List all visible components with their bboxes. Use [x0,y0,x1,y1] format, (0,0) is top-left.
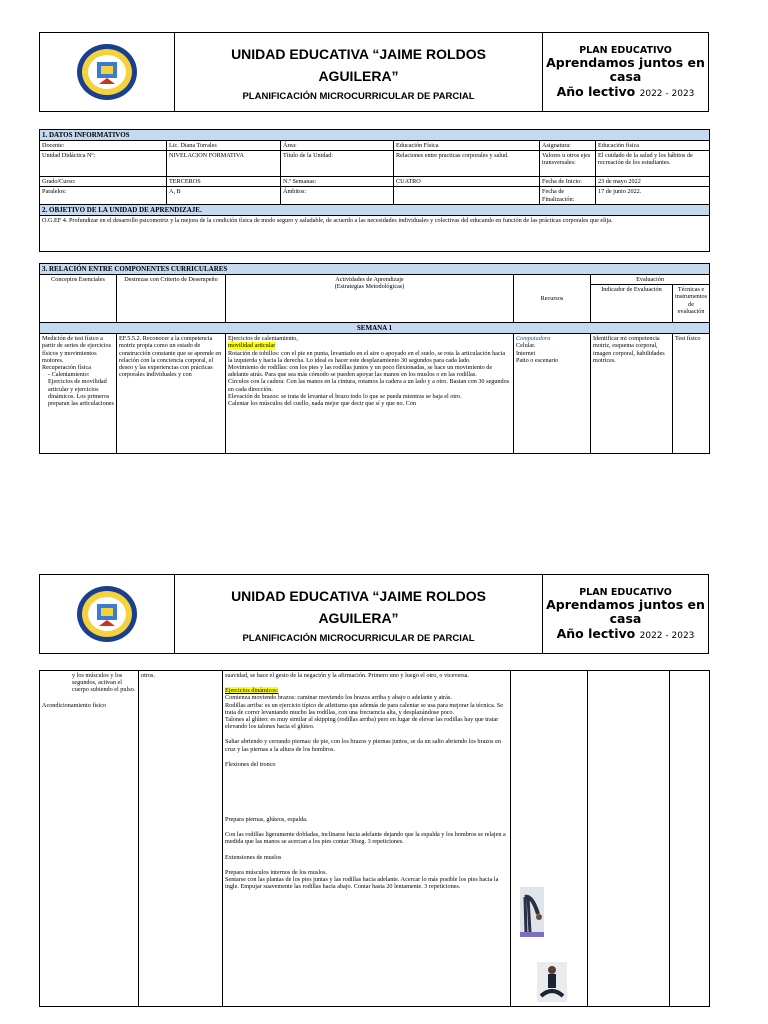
recursos-cell-p2 [511,671,588,1007]
indicador-cell-p2 [588,671,670,1007]
col-recursos: Recursos [514,275,591,323]
docente-label: Docente: [40,141,167,151]
relacion-table-p1 [39,263,710,454]
section-datos-title: 1. DATOS INFORMATIVOS [40,130,710,141]
valores-label: Valores u otros ejes transversales: [540,151,596,177]
unidad-value: NIVELACION FORMATIVA [167,151,281,177]
school-year: Año lectivo 2022 - 2023 [556,626,695,641]
col-conceptos: Conceptos Esenciales [40,275,117,323]
tecnicas-cell: Test físico [673,334,710,454]
unidad-label: Unidad Didáctica Nº: [40,151,167,177]
school-crest-icon [75,40,139,104]
plan-title-1: Aprendamos juntos en [546,55,705,70]
titulo-value: Relaciones entre practicas corporales y salud. [394,151,540,177]
titulo-label: Título de la Unidad: [281,151,394,177]
school-name-line2: AGUILERA” [318,609,399,626]
plan-label: PLAN EDUCATIVO [579,587,672,598]
inicio-value: 23 de mayo 2022 [596,177,710,187]
actividades-cell: Ejercicios de calentamiento, movilidad articular Rotación de tobillos: con el pie en punta, levantado en el aire o apoyado en el suelo, se rota la articulación hacia la izquierda y hacia la derecha. Lo ideal es hacer este desplazamiento 30 segundos para cada lado. Movimiento de rodillas: con los pies y las rodillas juntos y un poco flexionadas, se hace un movimiento de adelante atrás. Para que sea más cómodo se pueden apoyar las manos en los muslos o en las rodillas. Círculos con la cadera: Con las manos en la cintura, rotamos la cadera a un lado y a otro. Bastan con 30 segundos en cada dirección. Elevación de brazos: se trata de levantar el brazo todo lo que se pueda mientras se baja el otro. Calentar los músculos del cuello, nada mejor que decir que sí y que no. Con [226,334,514,454]
col-evaluacion: Evaluación [591,275,710,285]
inicio-label: Fecha de Inicio: [540,177,596,187]
conceptos-cell: Medición de test físico a partir de series de ejercicios físicos y movimientos motores. Recuperación física - Calentamiento: Ejercicios de movilidad articular y ejercicios dinámicos. Los primeros preparan las articulaciones [40,334,117,454]
ambitos-value [394,187,540,205]
valores-value: El cuidado de la salud y los hábitos de recreación de los estudiantes. [596,151,710,177]
plan-title-2: casa [609,611,642,626]
area-label: Área: [281,141,394,151]
conceptos-cell-p2: y los músculos y los segundos, activan el cuerpo subiendo el pulso. Acondicionamiento físico [40,671,139,1007]
plan-title-1: Aprendamos juntos en [546,597,705,612]
plan-title-2: casa [609,69,642,84]
indicador-cell: Identificar mi competencia motriz, esquema corporal, imagen corporal, habilidades motrices. [591,334,673,454]
final-value: 17 de junio 2022. [596,187,710,205]
school-name-line1: UNIDAD EDUCATIVA “JAIME ROLDOS [231,45,486,62]
destrezas-cell: EF.5.5.2. Reconocer a la competencia motriz propia como un estado de construcción constante que se aprende en relación con la conciencia corporal, el deseo y las experiencias con prácticas corporales individuales y con [117,334,226,454]
col-indicador: Indicador de Evaluación [591,285,673,323]
paralelos-label: Paralelos: [40,187,167,205]
school-crest-icon [75,582,139,646]
objetivo-text: O.G.EF 4. Profundizar en el desarrollo psicomotriz y la mejora de la condición física de modo seguro y saludable, de acuerdo a las necesidades individuales y colectivas del educando en función de las prácticas corporales que elija. [40,216,710,252]
semanas-value: CUATRO [394,177,540,187]
plan-label: PLAN EDUCATIVO [579,45,672,56]
paralelos-value: A, B [167,187,281,205]
semana-label: SEMANA 1 [40,323,710,334]
relacion-table-p2 [39,670,710,1007]
col-destrezas: Destrezas con Criterio de Desempeño [117,275,226,323]
recursos-cell: Computadora Celular. Internet Patio o escenario [514,334,591,454]
col-tecnicas: Técnicas e instrumentos de evaluación [673,285,710,323]
asignatura-value: Educación física [596,141,710,151]
asignatura-label: Asignatura: [540,141,596,151]
page1-header [39,32,709,112]
section-relacion-title: 3. RELACIÓN ENTRE COMPONENTES CURRICULARES [40,264,710,275]
col-actividades: Actividades de Aprendizaje (Estrategias Metodológicas) [226,275,514,323]
docente-value: Lic. Diana Torrales [167,141,281,151]
destrezas-cell-p2: otros. [139,671,223,1007]
ambitos-label: Ámbitos: [281,187,394,205]
semanas-label: N.º Semanas: [281,177,394,187]
final-label: Fecha de Finalización: [540,187,596,205]
school-logo [40,33,175,111]
school-logo [40,575,175,653]
document-subtitle: PLANIFICACIÓN MICROCURRICULAR DE PARCIAL [242,632,475,644]
page2-header [39,574,709,654]
school-name-line2: AGUILERA” [318,67,399,84]
datos-table [39,129,710,252]
seated-stretch-exercise-image [537,962,567,1002]
document-subtitle: PLANIFICACIÓN MICROCURRICULAR DE PARCIAL [242,90,475,102]
forward-bend-exercise-image [520,887,544,937]
area-value: Educación Física [394,141,540,151]
school-name-line1: UNIDAD EDUCATIVA “JAIME ROLDOS [231,587,486,604]
tecnicas-cell-p2 [670,671,710,1007]
grado-label: Grado/Curso: [40,177,167,187]
grado-value: TERCEROS [167,177,281,187]
school-year: Año lectivo 2022 - 2023 [556,84,695,99]
actividades-cell-p2: suavidad, se hace el gesto de la negación y la afirmación. Primero uno y luego el otro, o viceversa. Ejercicios dinámicos: Comienza moviendo brazos: caminar moviendo los brazos arriba y abajo o adelante y atrás. Rodillas arriba: es un ejercicio típico de atletismo que además de para calentar se usa para mejorar la técnica. Se trata de correr levantando mucho las rodillas, con una frecuencia alta, y desplazándose poco. Talones al glúteo: es muy similar al skipping (rodillas arriba) pero en lugar de elevar las rodillas hay que tratar elevando los talones hacia el glúteo. Saltar abriendo y cerrando piernas: de pie, con los brazos y piernas juntos, se da un salto abriendo los brazos en cruz y las piernas a la altura de los hombros. Flexiones del tronco Prepara piernas, glúteos, espalda. Con las rodillas ligeramente dobladas, inclinarse hacia adelante dejando que la espalda y los hombros se relajen a medida que las manos se acercan a los pies contar 30seg. 3 repeticiones. Extensiones de muslos Prepara músculos internos de los muslos. Sentarse con las plantas de los pies juntas y las rodillas hacia adelante. Acercar lo más posible los pies hacia la ingle. Empujar suavemente las rodillas hacia abajo. Contar hasta 20 lentamente. 3 repeticiones. [223,671,511,1007]
section-objetivo-title: 2. OBJETIVO DE LA UNIDAD DE APRENDIZAJE. [40,205,710,216]
